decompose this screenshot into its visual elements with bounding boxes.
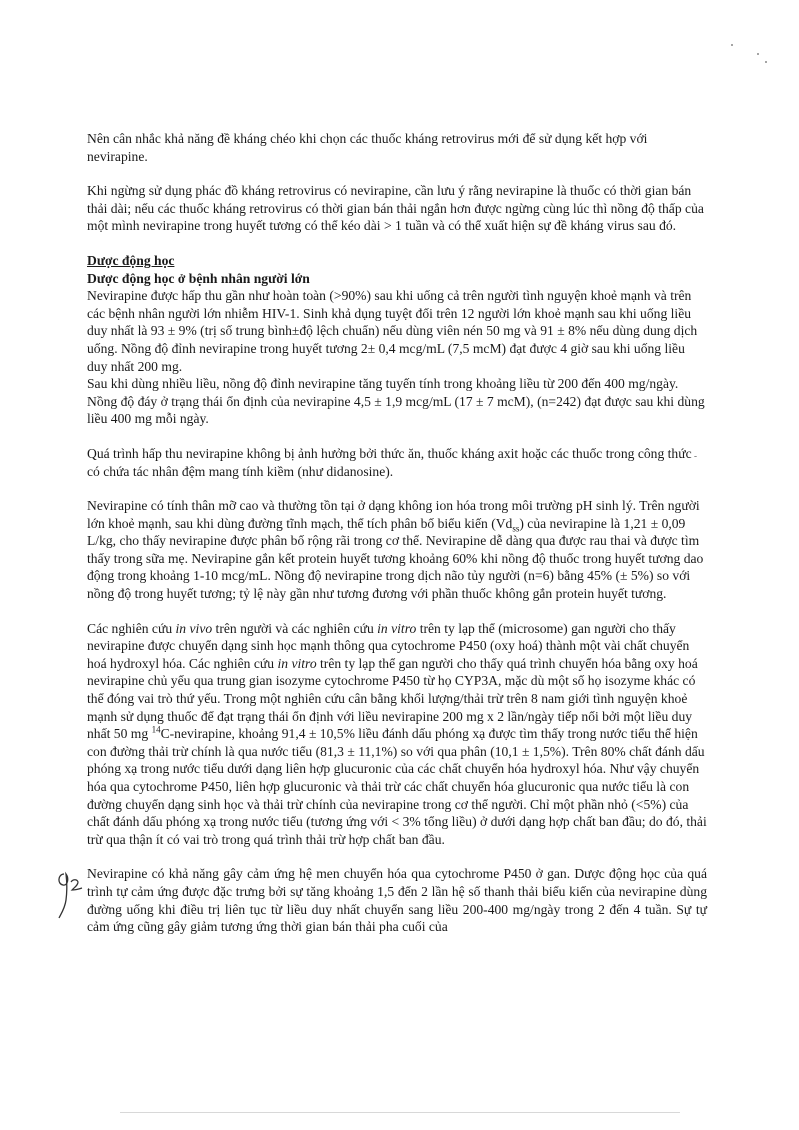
scan-speck bbox=[765, 61, 767, 63]
paragraph-distribution bbox=[87, 497, 707, 603]
italic-term: in vitro bbox=[277, 655, 317, 671]
paragraph-cross-resistance: Nên cân nhắc khả năng đề kháng chéo khi chọn các thuốc kháng retrovirus mới để sử dụng kết hợp với nevirapine. bbox=[87, 131, 648, 164]
section-heading-pharmacokinetics: Dược động học bbox=[87, 252, 175, 268]
paragraph-absorption: Nevirapine được hấp thu gần như hoàn toàn (>90%) sau khi uống cả trên người tình nguyện khoẻ mạnh và trên các bệnh nhân người lớn nhiễm HIV-1. Sinh khả dụng tuyệt đối trên 12 người lớn khoẻ mạnh sau khi uống liều duy nhất là 93 ± 9% (trị số trung bình±độ lệch chuẩn) nếu dùng viên nén 50 mg và 91 ± 8% nếu dùng dung dịch uống. Nồng độ đỉnh nevirapine trong huyết tương 2± 0,4 mcg/mL (7,5 mcM) đạt được 4 giờ sau khi uống liều duy nhất 200 mg. bbox=[87, 288, 698, 374]
text-segment: C-nevirapine, khoảng 91,4 ± 10,5% liều đánh dấu phóng xạ được tìm thấy trong nước tiểu thể hiện con đường thải trừ chính là qua nước tiểu (81,3 ± 11,1%) so với qua phân (10,1 ± 1,5%). Trên 80% chất đánh dấu phóng xạ trong nước tiểu dưới dạng liên hợp glucuronic của các chất chuyển hóa hydroxyl hóa. Như vậy chuyển hóa qua cytochrome P450, liên hợp glucuronic và thải trừ các chất chuyển hóa glucuronic qua nước tiểu là con đường chuyển dạng sinh học và thải trừ chính của nevirapine trong cơ thể người. Chỉ một phần nhỏ (<5%) của chất đánh dấu phóng xạ trong nước tiểu (tương ứng với < 3% tổng liều) ở dưới dạng hợp chất ban đầu; do đó, thải trừ qua thận ít có vai trò trong quá trình thải trừ hợp chất ban đầu. bbox=[87, 726, 707, 847]
text-segment: ) của nevirapine là 1,21 ± 0,09 L/kg, cho thấy nevirapine được phân bố rộng rãi trong cơ thể. Nevirapine dễ dàng qua được rau thai và được tìm thấy trong sữa mẹ. Nevirapine gắn kết protein huyết tương khoảng 60% khi nồng độ thuốc trong huyết tương dao động trong khoảng 1-10 mcg/mL. Nồng độ nevirapine trong dịch não tủy người (n=6) bằng 45% (± 5%) so với nồng độ trong huyết tương; tỷ lệ này gần như tương đương với phần thuốc không gắn protein huyết tương. bbox=[87, 515, 704, 602]
italic-term: in vivo bbox=[175, 620, 213, 636]
scan-artifact-line bbox=[120, 1112, 680, 1113]
text-segment: trên ty lạp thể (microsome) gan người cho thấy nevirapine được chuyển dạng sinh học mạnh thông qua cytochrome P450 (oxy hoá) thành một vài chất chuyển hoá hydroxyl hóa. Các nghiên cứu bbox=[87, 620, 690, 671]
paragraph-multiple-dose: Sau khi dùng nhiều liều, nồng độ đỉnh nevirapine tăng tuyến tính trong khoảng liều từ 200 đến 400 mg/ngày. Nồng độ đáy ở trạng thái ổn định của nevirapine 4,5 ± 1,9 mcg/mL (17 ± 7 mcM), (n=242) đạt được sau khi dùng liều 400 mg mỗi ngày. bbox=[87, 376, 705, 427]
paragraph-food-effect: Quá trình hấp thu nevirapine không bị ảnh hưởng bởi thức ăn, thuốc kháng axit hoặc các thuốc trong công thức có chứa tác nhân đệm mang tính kiềm (như didanosine). bbox=[87, 445, 692, 479]
paragraph-metabolism bbox=[87, 620, 707, 849]
paragraph-discontinuation: Khi ngừng sử dụng phác đồ kháng retrovirus có nevirapine, cần lưu ý rằng nevirapine là thuốc có thời gian bán thải dài; nếu các thuốc kháng retrovirus có thời gian bán thải ngắn hơn được ngừng cùng lúc thì nồng độ thấp của một mình nevirapine trong huyết tương có thể kéo dài > 1 tuần và có thể xuất hiện sự đề kháng virus sau đó. bbox=[87, 183, 704, 234]
text-segment: Các nghiên cứu bbox=[87, 620, 176, 636]
text-segment: Nevirapine có tính thân mỡ cao và thường tồn tại ở dạng không ion hóa trong môi trường pH sinh lý. Trên người lớn khoẻ mạnh, sau khi dùng đường tĩnh mạch, thể tích phân bố biểu kiến (Vd bbox=[87, 498, 700, 531]
document-body bbox=[87, 130, 707, 936]
superscript-14: 14 bbox=[151, 724, 161, 735]
text-segment: trên ty lạp thể gan người cho thấy quá trình chuyển hóa bằng oxy hoá nevirapine chủ yếu qua trung gian isozyme cytochrome P450 từ họ CYP3A, mặc dù một số họ isozyme khác có thể đóng vai trò thứ yếu. Trong một nghiên cứu cân bằng khối lượng/thải trừ trên 8 nam giới tình nguyện khoẻ mạnh sử dụng thuốc để đạt trạng thái ổn định với liều nevirapine 200 mg x 2 lần/ngày tiếp nối bởi một liều duy nhất 50 mg bbox=[87, 655, 698, 742]
subheading-adult-pk: Dược động học ở bệnh nhân người lớn bbox=[87, 270, 310, 286]
subscript-ss: ss bbox=[512, 523, 520, 534]
italic-term: in vitro bbox=[377, 620, 417, 636]
handwritten-margin-mark bbox=[54, 868, 84, 924]
paragraph-autoinduction: Nevirapine có khả năng gây cảm ứng hệ men chuyển hóa qua cytochrome P450 ở gan. Dược động học của quá trình tự cảm ứng được đặc trưng bởi sự tăng khoảng 1,5 đến 2 lần hệ số thanh thải biểu kiến của nevirapine dùng đường uống khi điều trị liên tục từ liều duy nhất chuyển sang liều 200-400 mg/ngày trong 2 đến 4 tuần. Sự tự cảm ứng cũng gây giảm tương ứng thời gian bán thải pha cuối của bbox=[87, 866, 707, 935]
scan-speck bbox=[731, 44, 733, 46]
text-segment: trên người và các nghiên cứu bbox=[212, 620, 378, 636]
scan-speck bbox=[757, 53, 759, 55]
